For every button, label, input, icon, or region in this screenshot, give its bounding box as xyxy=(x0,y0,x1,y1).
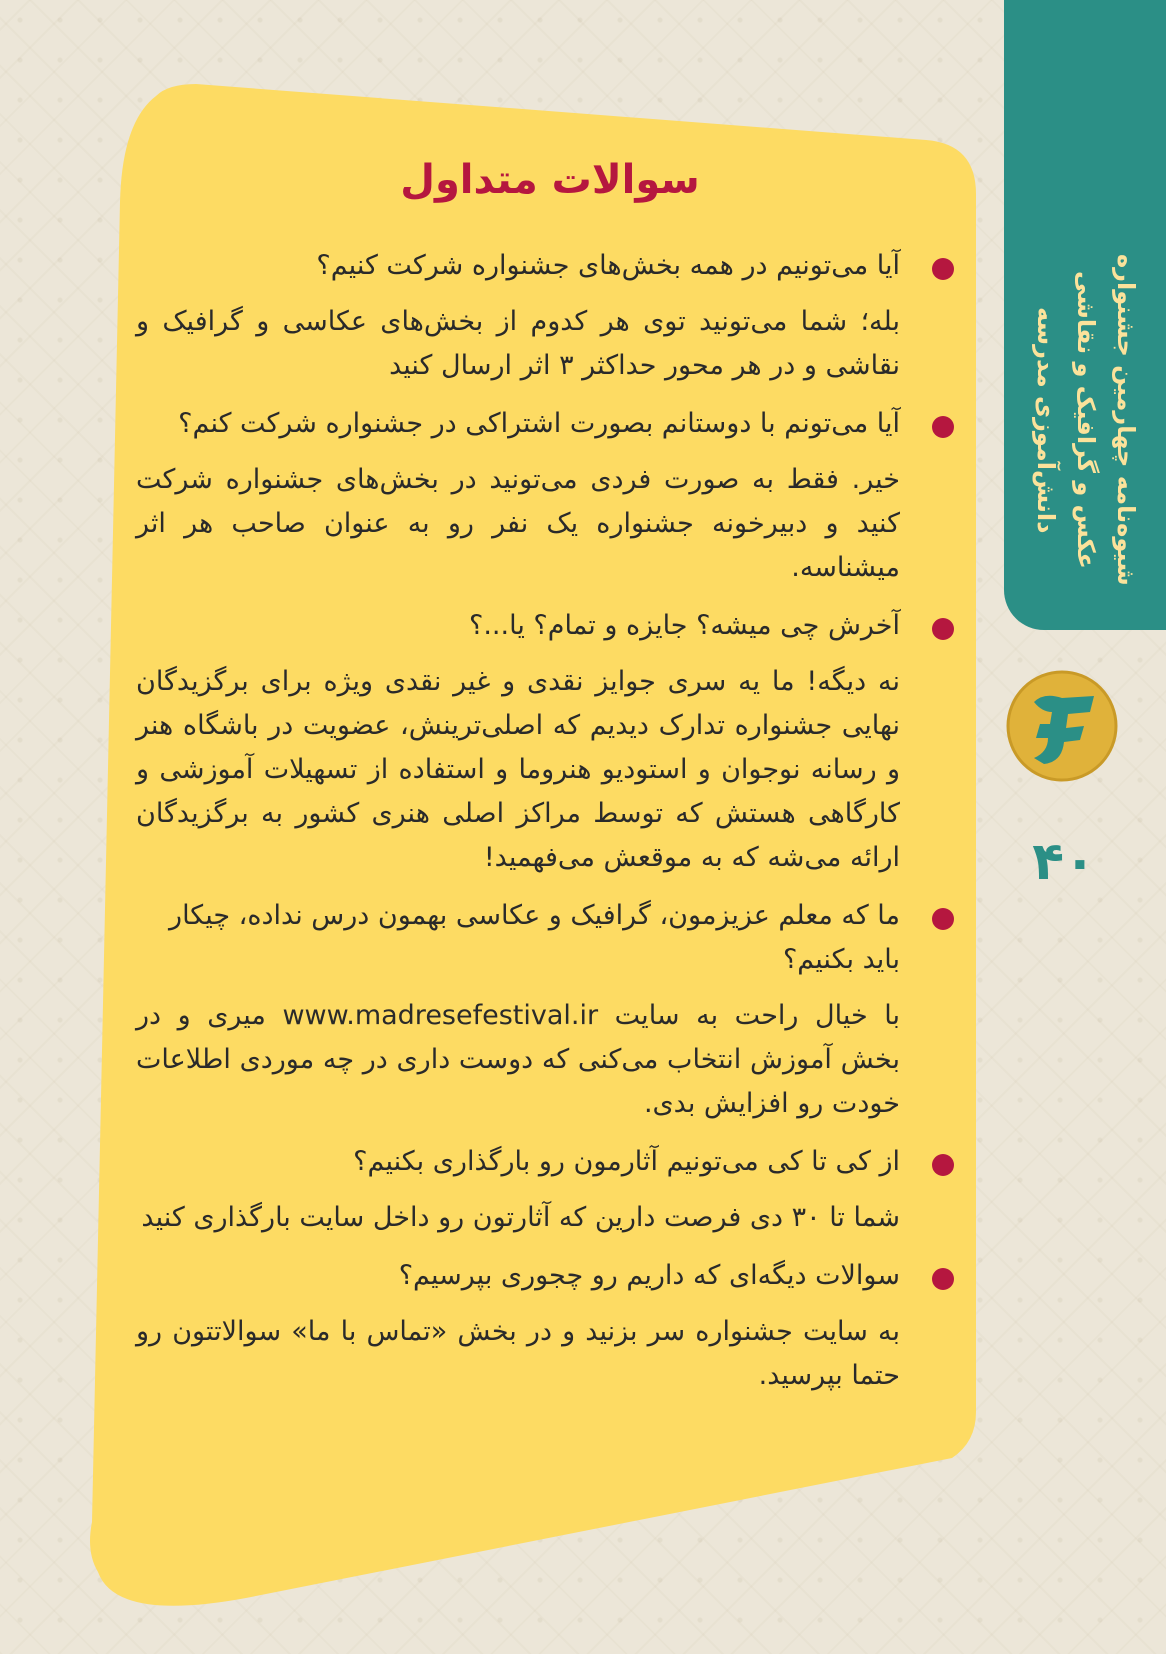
faq-list xyxy=(136,244,900,1412)
faq-answer: شما تا ۳۰ دی فرصت دارین که آثارتون رو داخل سایت بارگذاری کنید xyxy=(141,1202,900,1233)
side-tab-title-text: شیوه‌نامه چهارمین جشنواره عکس و گرافیک و نقاشی دانش‌آموزی مدرسه xyxy=(1032,254,1140,586)
faq-answer: نه دیگه! ما یه سری جوایز نقدی و غیر نقدی ویژه برای برگزیدگان نهایی جشنواره تدارک دیدیم که اصلی‌ترینش، عضویت در باشگاه هنر و رسانه نوجوان و استودیو هنروما و استفاده از تسهیلات آموزشی و کارگاهی هستش که توسط مراکز اصلی هنری کشور به برگزیدگان ارائه می‌شه که به موقعش می‌فهمید! xyxy=(136,666,900,873)
bullet-icon xyxy=(932,258,954,280)
faq-answer xyxy=(136,994,900,1126)
faq-question-text: آیا می‌تونم با دوستانم بصورت اشتراکی در جشنواره شرکت کنم؟ xyxy=(178,408,900,439)
faq-question xyxy=(136,604,900,648)
faq-item xyxy=(136,894,900,1126)
faq-question xyxy=(136,402,900,446)
bullet-icon xyxy=(932,416,954,438)
bullet-icon xyxy=(932,908,954,930)
festival-logo-icon xyxy=(1004,668,1120,784)
faq-question-text: ما که معلم عزیزمون، گرافیک و عکاسی بهمون درس نداده، چیکار باید بکنیم؟ xyxy=(169,900,900,975)
faq-question-text: آیا می‌تونیم در همه بخش‌های جشنواره شرکت کنیم؟ xyxy=(316,250,900,281)
faq-answer-pre: با خیال راحت به سایت xyxy=(598,1000,900,1031)
faq-question-text: از کی تا کی می‌تونیم آثارمون رو بارگذاری بکنیم؟ xyxy=(353,1146,900,1177)
page-number: ۴۰ xyxy=(1032,832,1096,892)
faq-item xyxy=(136,1140,900,1240)
faq-answer-post: میری و در بخش آموزش انتخاب می‌کنی که دوست داری در چه موردی اطلاعات خودت رو افزایش بدی. xyxy=(136,1000,900,1119)
faq-question xyxy=(136,894,900,982)
side-tab-title xyxy=(1016,250,1156,590)
faq-answer: خیر. فقط به صورت فردی می‌تونید در بخش‌های جشنواره شرکت کنید و دبیرخونه جشنواره یک نفر رو به عنوان صاحب هر اثر میشناسه. xyxy=(136,464,900,583)
faq-title: سوالات متداول xyxy=(400,157,700,203)
faq-question xyxy=(136,1254,900,1298)
website-link[interactable]: www.madresefestival.ir xyxy=(282,1000,599,1031)
faq-item xyxy=(136,604,900,880)
faq-question xyxy=(136,244,900,288)
faq-item xyxy=(136,402,900,590)
faq-question-text: آخرش چی میشه؟ جایزه و تمام؟ یا...؟ xyxy=(469,610,900,641)
faq-item xyxy=(136,244,900,388)
bullet-icon xyxy=(932,1268,954,1290)
faq-answer: بله؛ شما می‌تونید توی هر کدوم از بخش‌های عکاسی و گرافیک و نقاشی و در هر محور حداکثر ۳ اثر ارسال کنید xyxy=(136,306,900,381)
faq-answer: به سایت جشنواره سر بزنید و در بخش «تماس با ما» سوالاتتون رو حتما بپرسید. xyxy=(136,1316,900,1391)
faq-question xyxy=(136,1140,900,1184)
bullet-icon xyxy=(932,618,954,640)
bullet-icon xyxy=(932,1154,954,1176)
faq-question-text: سوالات دیگه‌ای که داریم رو چجوری بپرسیم؟ xyxy=(398,1260,900,1291)
faq-item xyxy=(136,1254,900,1398)
